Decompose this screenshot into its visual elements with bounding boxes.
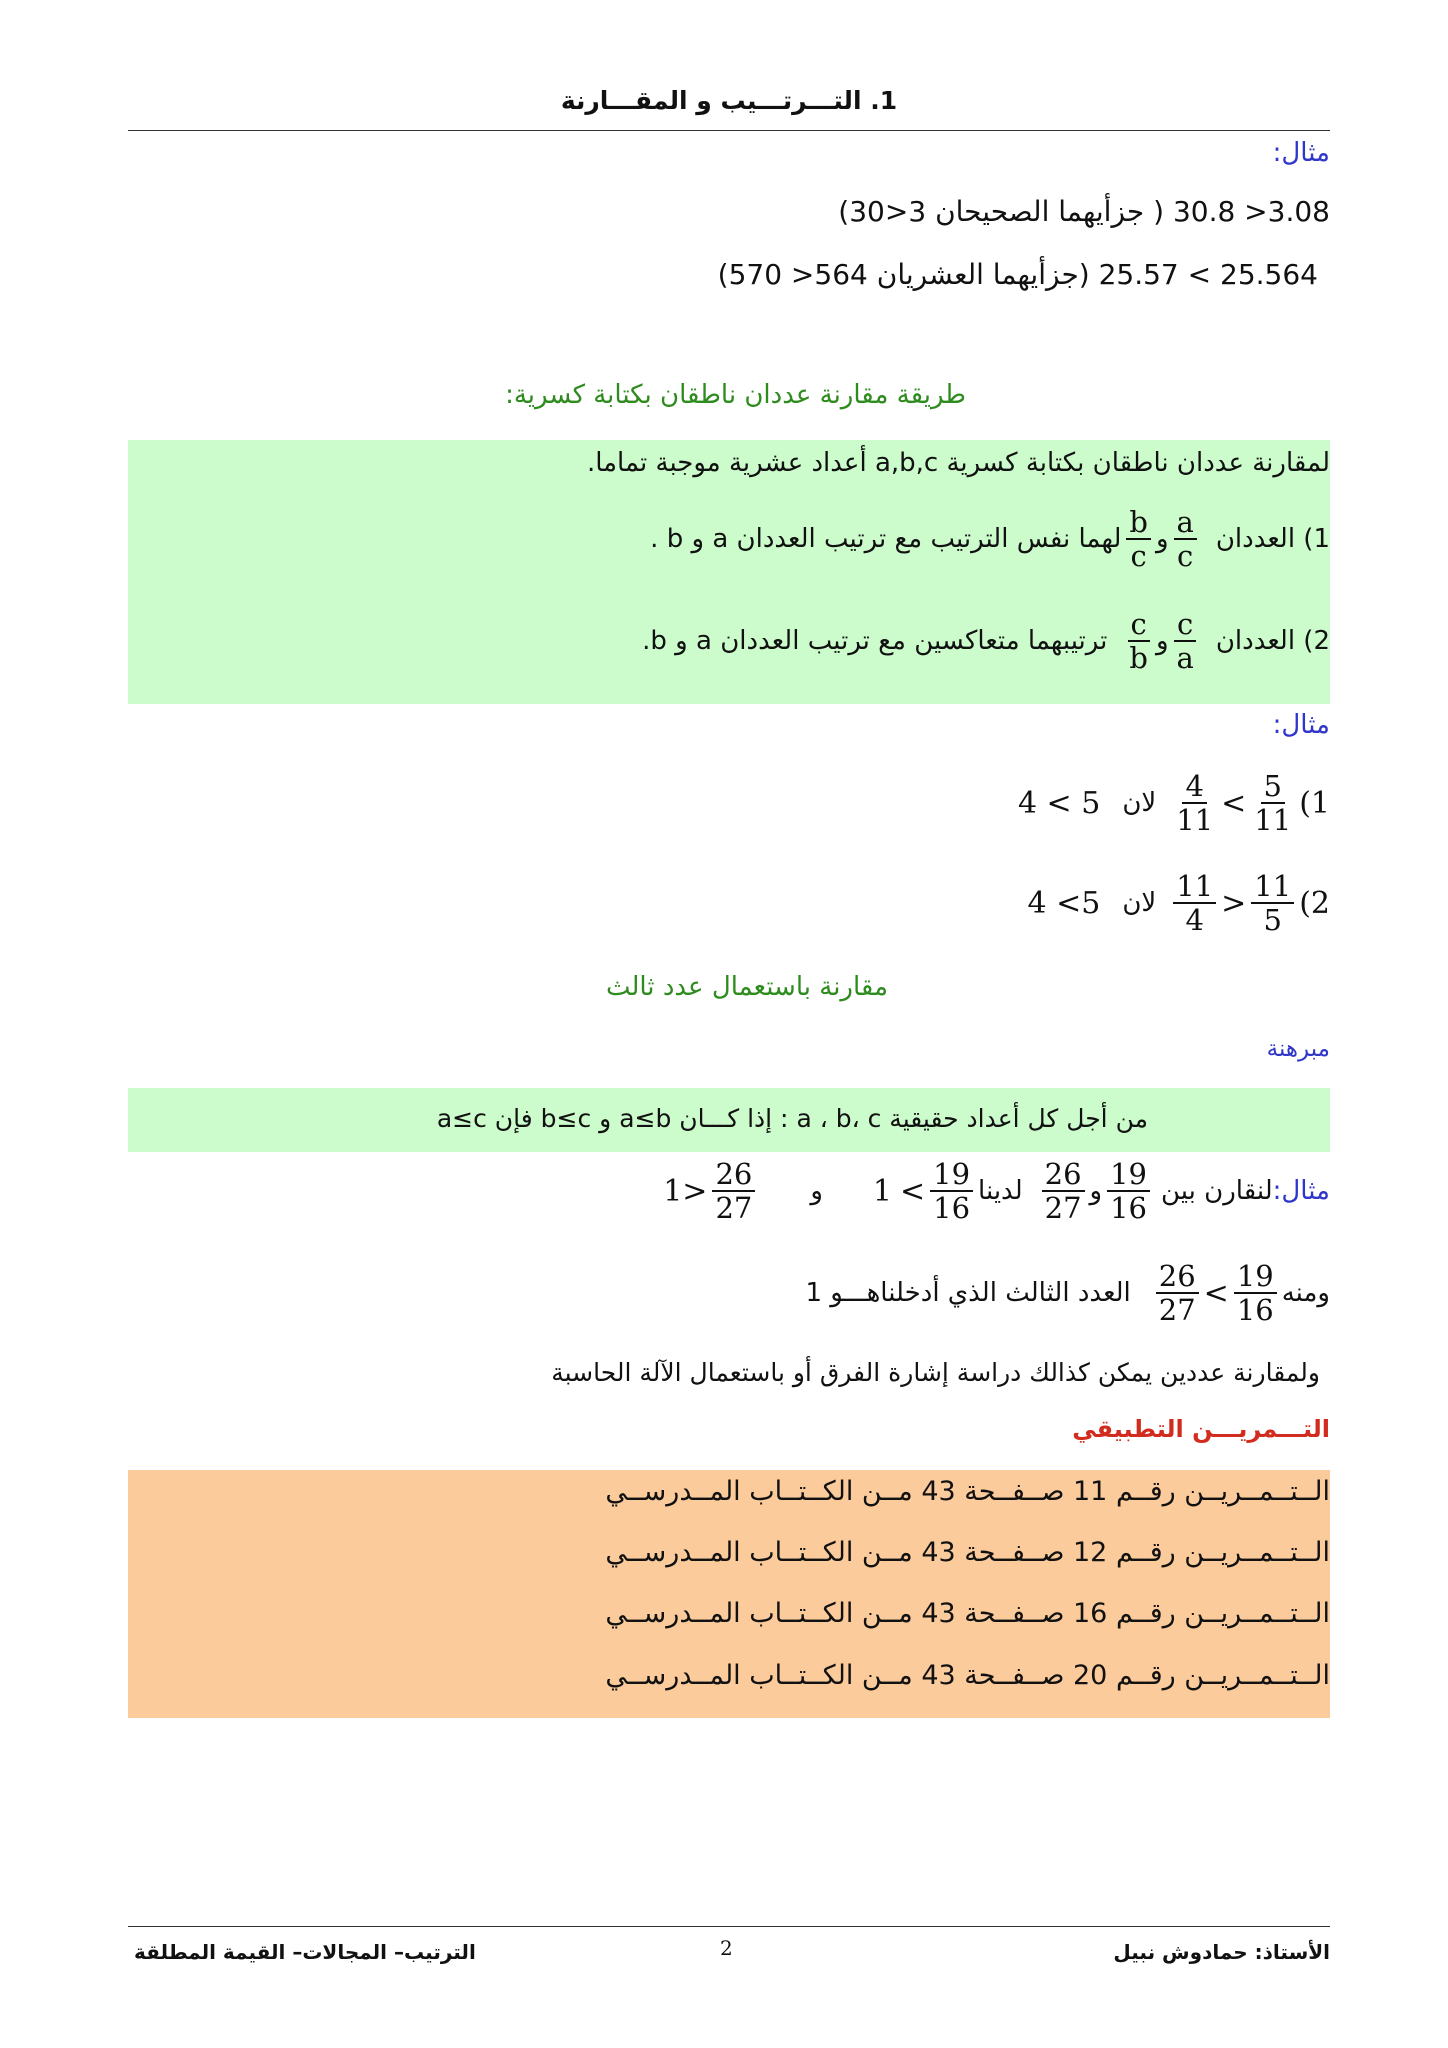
exercises-heading: التـــمريـــن التطبيقي [1072, 1415, 1330, 1443]
fraction: $\frac{26}{27}$ [1156, 1260, 1199, 1326]
fraction: $\frac{c}{b}$ [1129, 607, 1148, 675]
footer-subject: الترتيب– المجالات– القيمة المطلقة [134, 1940, 476, 1964]
fraction: $\frac{19}{16}$ [1107, 1158, 1150, 1224]
example-label: مثال: [1272, 1176, 1330, 1206]
example-label: مثال: [1272, 710, 1330, 740]
fraction: $\frac{11}{4}$ [1173, 870, 1216, 936]
rule-intro: لمقارنة عددان ناطقان بكتابة كسرية a,b,c أعداد عشرية موجبة تماما. [586, 448, 1330, 478]
page-title: 1. التـــرتـــيب و المقـــارنة [560, 86, 898, 115]
fraction: $\frac{19}{16}$ [1234, 1260, 1277, 1326]
example-line-4: العدد الثالث الذي أدخلناهـــو 1 $\frac{26}{27}$ < $\frac{19}{16}$ ومنه [805, 1259, 1330, 1327]
rule-prefix: 1) العددان [1215, 524, 1330, 554]
exercise-item: الــتــمــريــن رقــم 16 صــفــحة 43 مــن الكــتــاب المــدرســي [605, 1598, 1330, 1629]
conjunction: و [1155, 524, 1169, 554]
fraction: $\frac{a}{c}$ [1174, 506, 1197, 572]
rule-suffix: لهما نفس الترتيب مع ترتيب العددان a و b . [650, 524, 1122, 554]
fraction: $\frac{11}{5}$ [1251, 870, 1294, 936]
rule-line-2 [642, 608, 1330, 674]
theorem-label: مبرهنة [1266, 1036, 1330, 1062]
rule-suffix: ترتيبهما متعاكسين مع ترتيب العددان a و b. [642, 626, 1108, 656]
theorem-text: من أجل كل أعداد حقيقية a ، b، c : إذا كـــان a≤b و b≤c فإن a≤c [436, 1104, 1148, 1133]
footer-author: الأستاذ: حمادوش نبيل [1113, 1940, 1330, 1964]
rule-prefix: 2) العددان [1215, 626, 1330, 656]
exercise-item: الــتــمــريــن رقــم 20 صــفــحة 43 مــن الكــتــاب المــدرســي [605, 1660, 1330, 1691]
fraction: $\frac{26}{27}$ [712, 1158, 755, 1224]
example-line-2: 4 <5 لان $\frac{11}{4}$ > $\frac{11}{5}$ (2 [1027, 869, 1330, 937]
footer-rule [128, 1926, 1330, 1927]
example-line: 3.08< 30.8 ( جزأيهما الصحيحان 3<30) [838, 195, 1330, 228]
header-rule [128, 130, 1330, 131]
example-line-1: 4 < 5 لان $\frac{4}{11}$ < $\frac{5}{11}$ (1 [1017, 769, 1330, 837]
exercise-item: الــتــمــريــن رقــم 11 صــفــحة 43 مــن الكــتــاب المــدرســي [605, 1476, 1330, 1507]
section-heading: مقارنة باستعمال عدد ثالث [605, 972, 888, 1002]
fraction: $\frac{5}{11}$ [1254, 769, 1292, 837]
section-heading: طريقة مقارنة عددان ناطقان بكتابة كسرية: [505, 380, 966, 410]
example-label: مثال: [1272, 138, 1330, 168]
example-line: 25.564 > 25.57 (جزأيهما العشريان 564< 570) [717, 258, 1318, 291]
exercise-item: الــتــمــريــن رقــم 12 صــفــحة 43 مــن الكــتــاب المــدرســي [605, 1537, 1330, 1568]
example-line-3: 1 > $\frac{26}{27}$ و 1 < $\frac{19}{16}$ لدينا $\frac{26}{27}$ و $\frac{19}{16}$ لنقارن بين مثال: [663, 1157, 1330, 1225]
page-number: 2 [720, 1936, 733, 1960]
fraction: $\frac{19}{16}$ [930, 1158, 973, 1224]
fraction: $\frac{4}{11}$ [1176, 769, 1214, 837]
note-text: ولمقارنة عددين يمكن كذالك دراسة إشارة الفرق أو باستعمال الآلة الحاسبة [551, 1358, 1320, 1387]
rule-line-1 [650, 506, 1330, 572]
conjunction: و [1155, 626, 1169, 656]
fraction: $\frac{b}{c}$ [1126, 506, 1151, 572]
fraction: $\frac{26}{27}$ [1042, 1158, 1085, 1224]
fraction: $\frac{c}{a}$ [1174, 608, 1197, 674]
